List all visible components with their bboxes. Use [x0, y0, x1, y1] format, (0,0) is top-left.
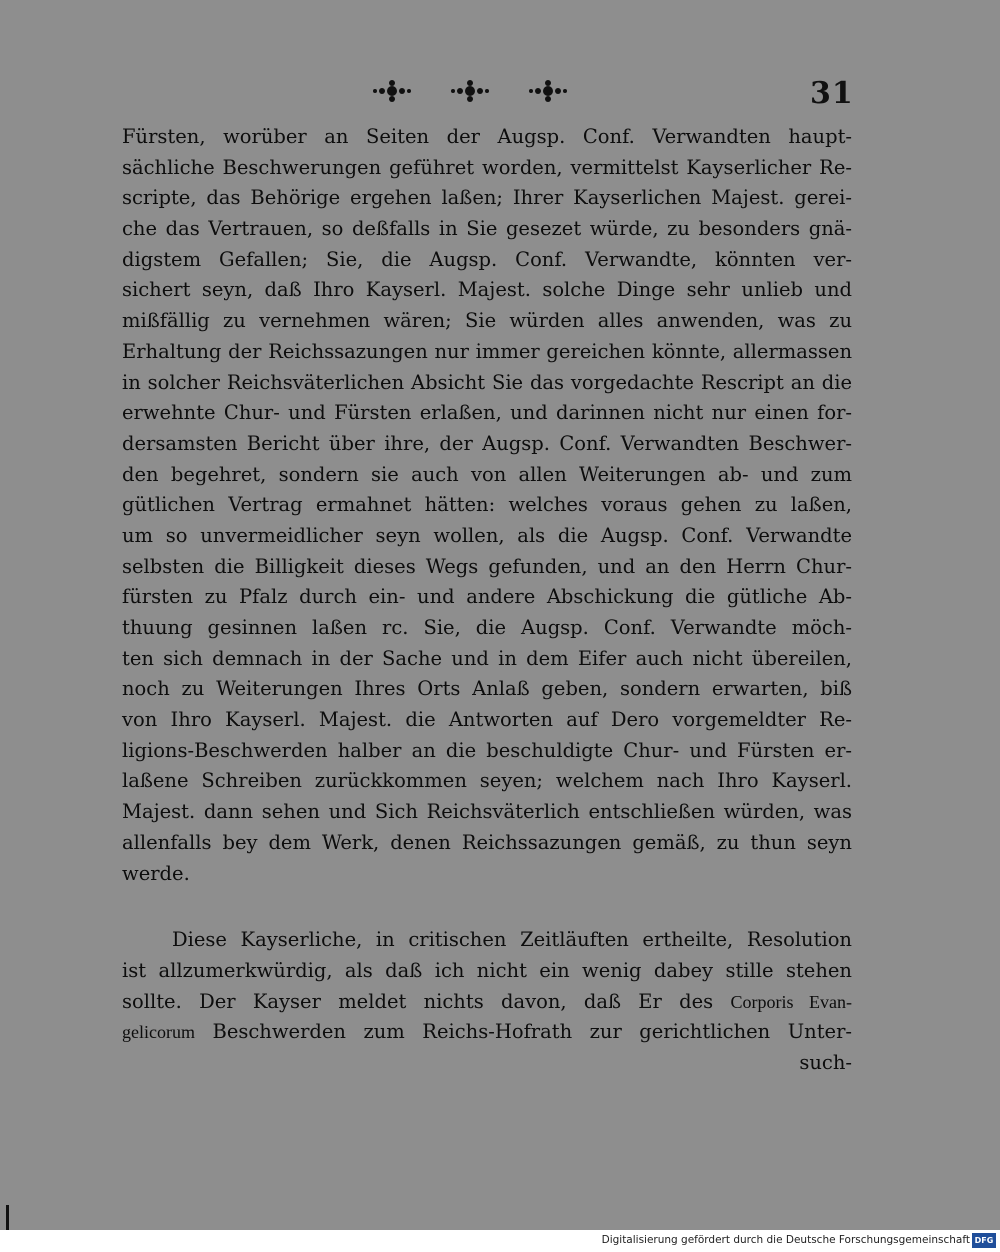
text-line: ligions-Beschwerden halber an die beschuldigte Chur- und Fürsten er- — [122, 738, 852, 762]
scan-edge-mark — [6, 1205, 9, 1231]
text-line: Fürsten, worüber an Seiten der Augsp. Conf. Verwandten haupt- — [122, 125, 852, 148]
text-line: Erhaltung der Reichssazungen nur immer gereichen könnte, allermassen — [122, 339, 852, 363]
text-line: sächliche Beschwerungen geführet worden, vermittelst Kayserlicher Re- — [122, 155, 852, 179]
ornament-icon — [448, 78, 492, 104]
text-line: mißfällig zu vernehmen wären; Sie würden alles anwenden, was zu — [122, 309, 852, 333]
text-line-part: Beschwerden zum Reichs-Hofrath zur gerichtlichen Unter- — [212, 1020, 852, 1044]
text-line: Majest. dann sehen und Sich Reichsväterlich entschließen würden, was — [122, 800, 852, 824]
text-line: sichert seyn, daß Ihro Kayserl. Majest. solche Dinge sehr unlieb und — [122, 278, 852, 302]
page-number: 31 — [810, 76, 854, 111]
ornament-icon — [526, 78, 570, 104]
body-text — [122, 122, 852, 1079]
text-line — [122, 1017, 852, 1048]
ornament-icon — [370, 78, 414, 104]
catchword: such- — [799, 1050, 852, 1074]
text-line: digstem Gefallen; Sie, die Augsp. Conf. Verwandte, könnten ver- — [122, 247, 852, 271]
text-line: erwehnte Chur- und Fürsten erlaßen, und darinnen nicht nur einen for- — [122, 401, 852, 425]
text-line: werde. — [122, 861, 190, 885]
latin-phrase: gelicorum — [122, 1022, 195, 1043]
header-ornaments — [370, 78, 570, 104]
text-line: thuung gesinnen laßen rc. Sie, die Augsp. Conf. Verwandte möch- — [122, 616, 852, 639]
footer-credit: Digitalisierung gefördert durch die Deutsche Forschungsgemeinschaft — [601, 1234, 970, 1246]
latin-phrase: Corporis Evan- — [730, 991, 853, 1012]
text-line: noch zu Weiterungen Ihres Orts Anlaß geben, sondern erwarten, biß — [122, 677, 852, 701]
text-line: den begehret, sondern sie auch von allen Weiterungen ab- und zum — [122, 462, 852, 486]
paragraph-gap — [122, 889, 852, 925]
text-line: von Ihro Kayserl. Majest. die Antworten auf Dero vorgemeldter Re- — [122, 708, 852, 732]
text-line: laßene Schreiben zurückkommen seyen; welchem nach Ihro Kayserl. — [122, 769, 852, 793]
text-line: gütlichen Vertrag ermahnet hätten: welches voraus gehen zu laßen, — [122, 493, 852, 517]
dfg-logo-icon: DFG — [972, 1233, 996, 1248]
text-line: selbsten die Billigkeit dieses Wegs gefunden, und an den Herrn Chur- — [122, 554, 852, 578]
text-line: Diese Kayserliche, in critischen Zeitläuften ertheilte, Resolution — [172, 928, 852, 952]
text-line: allenfalls bey dem Werk, denen Reichssazungen gemäß, zu thun seyn — [122, 830, 852, 854]
text-line: in solcher Reichsväterlichen Absicht Sie das vorgedachte Rescript an die — [122, 370, 852, 394]
text-line: fürsten zu Pfalz durch ein- und andere Abschickung die gütliche Ab- — [122, 585, 852, 609]
text-line: che das Vertrauen, so deßfalls in Sie gesezet würde, zu besonders gnä- — [122, 217, 852, 241]
text-line: scripte, das Behörige ergehen laßen; Ihrer Kayserlichen Majest. gerei- — [122, 186, 852, 210]
text-line: ist allzumerkwürdig, als daß ich nicht ein wenig dabey stille stehen — [122, 958, 852, 982]
text-line: dersamsten Bericht über ihre, der Augsp. Conf. Verwandten Beschwer- — [122, 431, 852, 455]
text-line: um so unvermeidlicher seyn wollen, als die Augsp. Conf. Verwandte — [122, 523, 852, 547]
text-line: ten sich demnach in der Sache und in dem Eifer auch nicht übereilen, — [122, 646, 852, 670]
text-line — [122, 987, 852, 1018]
footer-bar — [0, 1230, 1000, 1252]
text-line-part: sollte. Der Kayser meldet nichts davon, daß Er des — [122, 989, 714, 1013]
